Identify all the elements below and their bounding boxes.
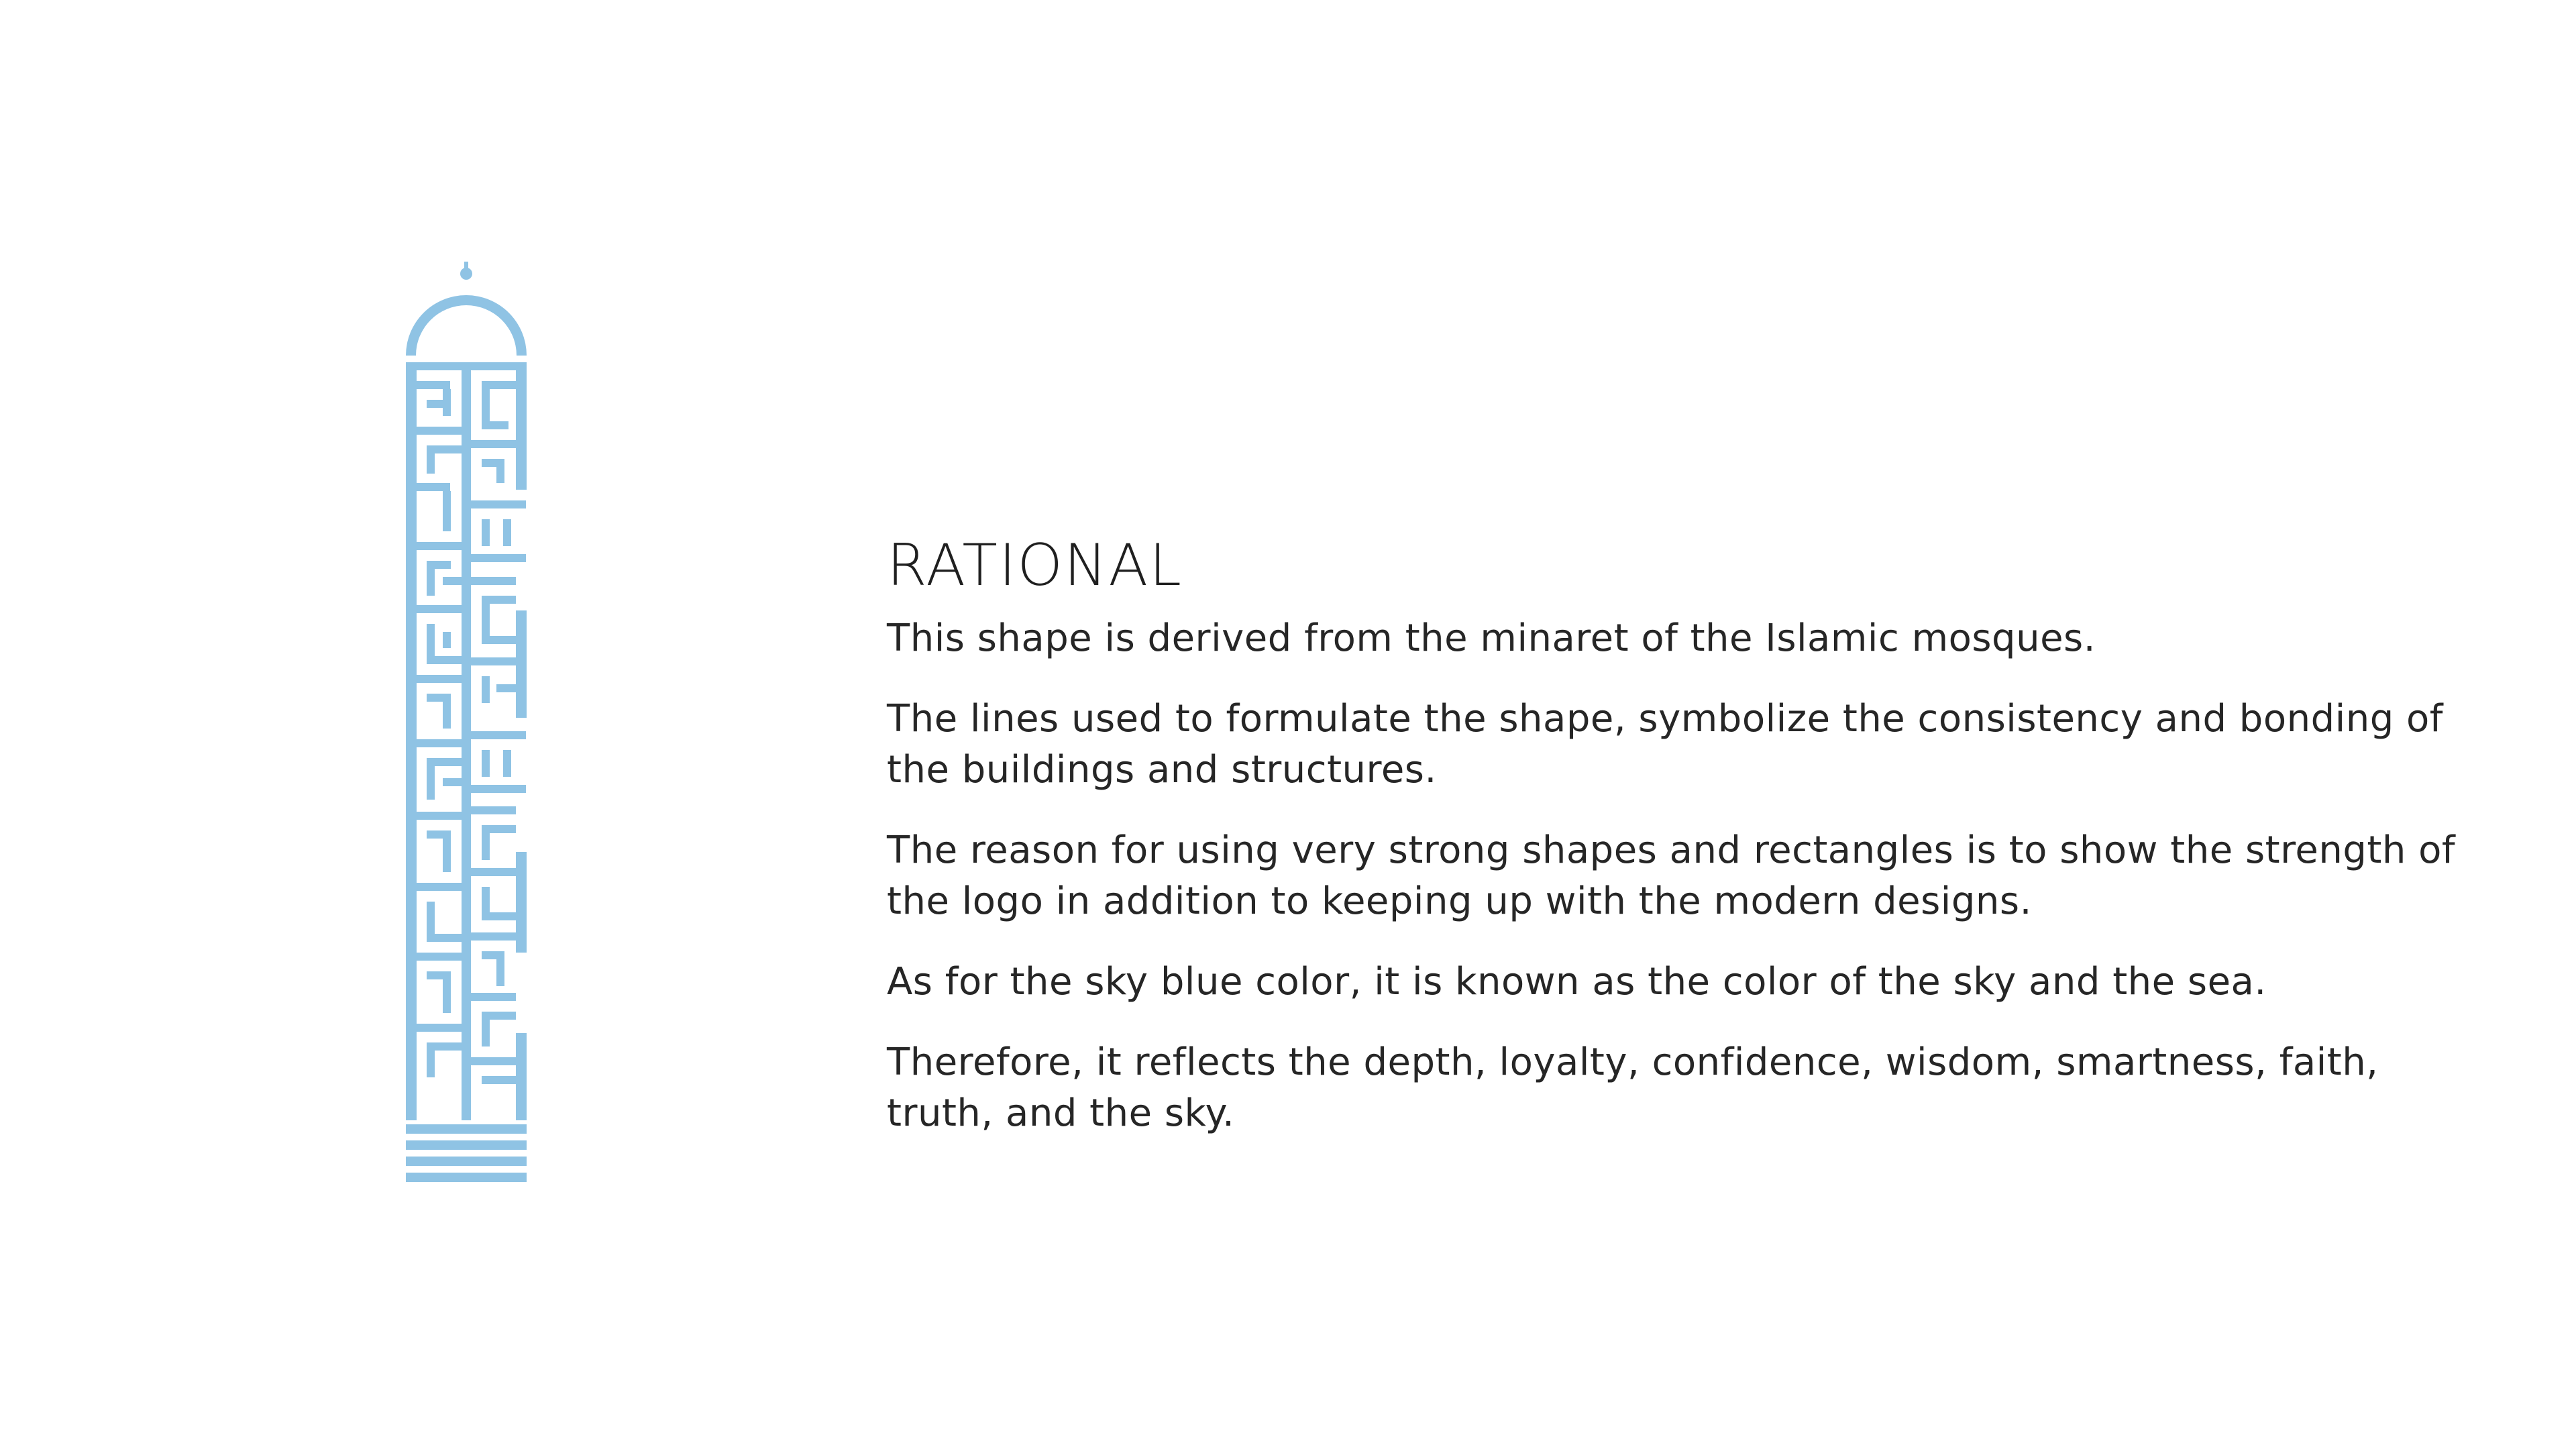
paragraph-origin: This shape is derived from the minaret of the Islamic mosques.	[887, 616, 2096, 660]
rational-section	[887, 532, 2457, 1169]
paragraph-lines: The lines used to formulate the shape, symbolize the consistency and bonding of the buildings and structures.	[887, 697, 2444, 792]
paragraph-meaning: Therefore, it reflects the depth, loyalty, confidence, wisdom, smartness, faith, truth, and the sky.	[887, 1040, 2379, 1135]
minaret-logo	[402, 262, 530, 1187]
section-heading: RATIONAL	[887, 532, 1183, 599]
paragraph-shapes: The reason for using very strong shapes and rectangles is to show the strength of the logo in addition to keeping up with the modern designs.	[887, 828, 2456, 923]
paragraph-color: As for the sky blue color, it is known as the color of the sky and the sea.	[887, 960, 2267, 1004]
minaret-kufic-logo-icon	[402, 262, 530, 1187]
